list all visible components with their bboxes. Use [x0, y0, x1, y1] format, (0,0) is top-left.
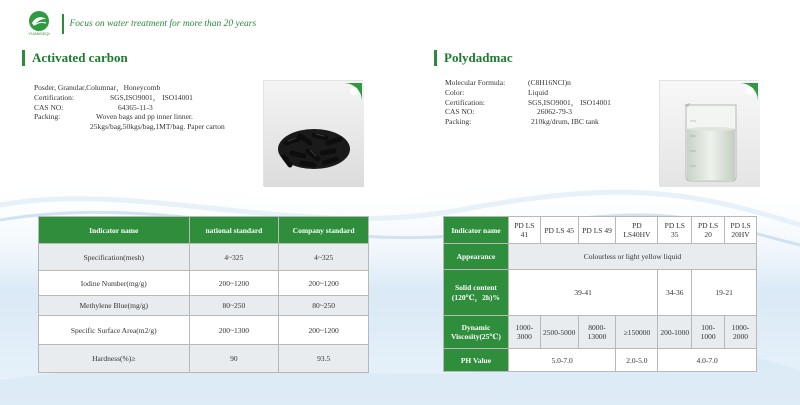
activated-carbon-photo [263, 80, 363, 186]
table-row: Appearance Colourless or light yellow liquid [444, 244, 757, 270]
title-marker [22, 50, 25, 66]
spec-row: Packing: Woven bags and pp inner linner. [34, 112, 193, 122]
model-header: PD LS 20HV [725, 217, 757, 244]
logo-icon [26, 10, 52, 32]
carbon-section-title: Activated carbon [22, 50, 128, 66]
model-header: PD LS40HV [616, 217, 658, 244]
table-row: Hardness(%)≥ 90 93.5 [39, 345, 369, 373]
spec-row: Packing: 210kg/drum, IBC tank [445, 117, 599, 127]
model-header: PD LS 41 [508, 217, 540, 244]
column-header: Indicator name [39, 217, 190, 244]
column-header: Indicator name [444, 217, 509, 244]
company-logo: YUANGEQI [22, 10, 56, 38]
table-row: Dynamic Viscosity(25℃) 1000-3000 2500-5000 8000-13000 ≥150000 200-1000 100-1000 1000-2000 [444, 316, 757, 349]
tagline: Focus on water treatment for more than 20 years [69, 19, 257, 29]
spec-row: Certification: SGS,ISO9001， ISO14001 [34, 92, 193, 102]
spec-row: Certification: SGS,ISO9001， ISO14001 [445, 97, 611, 107]
title-marker [434, 50, 437, 66]
carbon-specs [34, 83, 225, 132]
header [22, 10, 256, 38]
model-header: PD LS 45 [540, 217, 578, 244]
model-header: PD LS 35 [658, 217, 692, 244]
table-row: Solid content (120℃，2h)% 39-41 34-36 19-21 [444, 270, 757, 316]
column-header: national standard [189, 217, 279, 244]
table-row: Iodine Number(mg/g) 200~1200 200~1200 [39, 271, 369, 296]
table-row: Specification(mesh) 4~325 4~325 [39, 244, 369, 271]
table-row: Specific Surface Area(m2/g) 200~1300 200~1200 [39, 316, 369, 345]
table-row: Methylene Blue(mg/g) 80~250 80~250 [39, 296, 369, 316]
spec-row: Molecular Formula: (C8H16NCl)n [445, 78, 571, 87]
spec-row: 25kgs/bag,50kgs/bag,1MT/bag. Paper carton [90, 122, 225, 132]
polydadmac-spec-table [443, 216, 757, 372]
carbon-spec-table [38, 216, 369, 373]
spec-row: Color: Liquid [445, 87, 548, 97]
model-header: PD LS 20 [692, 217, 725, 244]
polydadmac-photo [659, 80, 759, 186]
spec-row: CAS NO: 26062-79-3 [445, 107, 572, 117]
model-header: PD LS 49 [578, 217, 616, 244]
polydadmac-section-title: Polydadmac [434, 50, 513, 66]
column-header: Company standard [279, 217, 369, 244]
polydadmac-specs [445, 78, 611, 127]
table-row: PH Value 5.0-7.0 2.0-5.0 4.0-7.0 [444, 349, 757, 372]
table-header-row [444, 217, 757, 244]
spec-row: CAS NO: 64365-11-3 [34, 102, 153, 112]
header-divider [62, 14, 64, 34]
table-header-row [39, 217, 369, 244]
spec-row: Posder, Granular,Columnar，Honeycomb [34, 83, 161, 92]
